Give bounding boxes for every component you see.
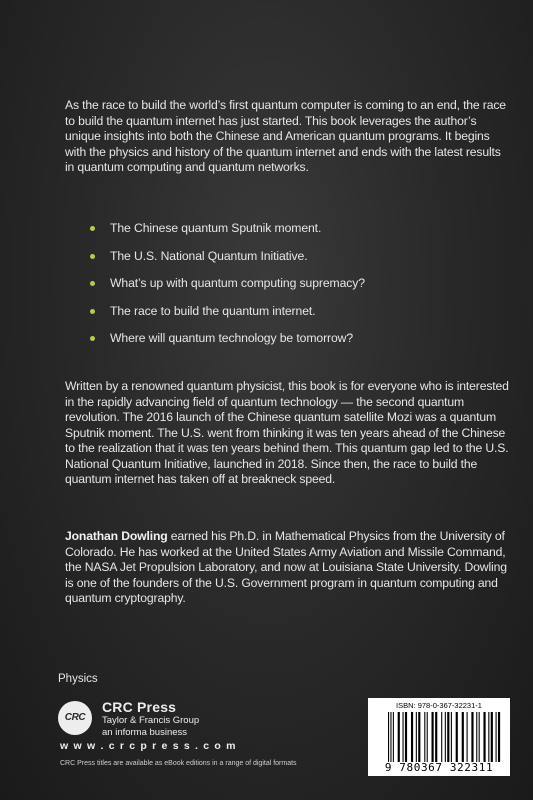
bullet-dot-icon [90, 226, 95, 231]
feature-list-text: The race to build the quantum internet. [110, 303, 316, 318]
barcode-bar [456, 712, 458, 762]
feature-list [90, 221, 365, 359]
barcode-bar [416, 712, 417, 762]
intro-paragraph: As the race to build the world’s first quantum computer is coming to an end, the race to build the quantum internet has just started. This book leverages the author’s unique insights into both the Chinese and American quantum programs. It begins with the physics and history of the quantum internet and ends with the latest results in quantum computing and quantum networks. [65, 98, 506, 174]
feature-list-text: Where will quantum technology be tomorrow? [110, 331, 354, 345]
barcode-bar [403, 712, 404, 762]
feature-list-item [90, 221, 365, 249]
bullet-dot-icon [90, 281, 95, 286]
barcode-bar [498, 712, 500, 762]
publisher-group: Taylor & Francis Group [102, 715, 200, 726]
barcode-box [368, 698, 510, 776]
barcode-bar [424, 712, 425, 762]
feature-list-item [90, 249, 365, 277]
barcode-bar [390, 712, 391, 762]
barcode-bar [479, 712, 480, 762]
barcode-bar [427, 712, 428, 762]
publisher-block [102, 699, 199, 739]
barcode-bar [393, 712, 394, 762]
barcode-bar [447, 712, 449, 762]
feature-list-text: The Chinese quantum Sputnik moment. [110, 221, 322, 235]
feature-list-text: The U.S. National Quantum Initiative. [110, 248, 308, 263]
barcode-bar [467, 712, 468, 762]
barcode-bar [411, 712, 413, 762]
barcode-bar [445, 712, 446, 762]
barcode-bar [491, 712, 493, 762]
author-bio-text: earned his Ph.D. in Mathematical Physics from the University of Colorado. He has worked at the United States Army Aviation and Missile Command, the NASA Jet Propulsion Laboratory, and now at Louisiana State University. Dowling is one of the founders of the U.S. Government program in quantum computing and quantum cryptography. [65, 529, 507, 605]
barcode-bar [483, 712, 485, 762]
barcode-bar [471, 712, 473, 762]
barcode-icon [388, 712, 504, 762]
bullet-dot-icon [90, 254, 95, 259]
isbn-label: ISBN: 978-0-367-32231-1 [396, 701, 482, 710]
description-paragraph: Written by a renowned quantum physicist, this book is for everyone who is interested in the rapidly advancing field of quantum technology — the second quantum revolution. The 2016 launch of the Chinese quantum satellite Mozi was a quantum Sputnik moment. The U.S. went from thinking it was ten years ahead of the Chinese to the realization that it was ten years behind them. This quantum gap led to the U.S. National Quantum Initiative, launched in 2018. Since then, the race to build the quantum internet has taken off at breakneck speed. [65, 379, 509, 486]
bullet-dot-icon [90, 336, 95, 341]
publisher-business: an informa business [102, 727, 188, 738]
barcode-bar [441, 712, 442, 762]
publisher-url: w w w . c r c p r e s s . c o m [60, 740, 237, 752]
barcode-bar [451, 712, 452, 762]
barcode-bar [405, 712, 407, 762]
feature-list-item [90, 276, 365, 304]
author-name: Jonathan Dowling [65, 529, 168, 543]
ebook-note: CRC Press titles are available as eBook editions in a range of digital formats [60, 760, 297, 767]
barcode-bar [398, 712, 400, 762]
feature-list-item [90, 304, 365, 332]
barcode-bar [388, 712, 389, 762]
barcode-bar [462, 712, 464, 762]
barcode-bar [496, 712, 497, 762]
barcode-bar [418, 712, 420, 762]
feature-list-item [90, 331, 365, 359]
barcode-bar [488, 712, 489, 762]
category-label: Physics [58, 673, 98, 685]
barcode-bar [432, 712, 434, 762]
author-bio [65, 529, 510, 607]
barcode-bar [435, 712, 437, 762]
barcode-bar [476, 712, 477, 762]
barcode-number: 9 780367 322311 [384, 761, 494, 774]
publisher-name: CRC Press [102, 699, 177, 715]
crc-logo-icon: CRC [58, 701, 92, 735]
feature-list-text: What’s up with quantum computing supremacy? [110, 276, 365, 290]
bullet-dot-icon [90, 309, 95, 314]
